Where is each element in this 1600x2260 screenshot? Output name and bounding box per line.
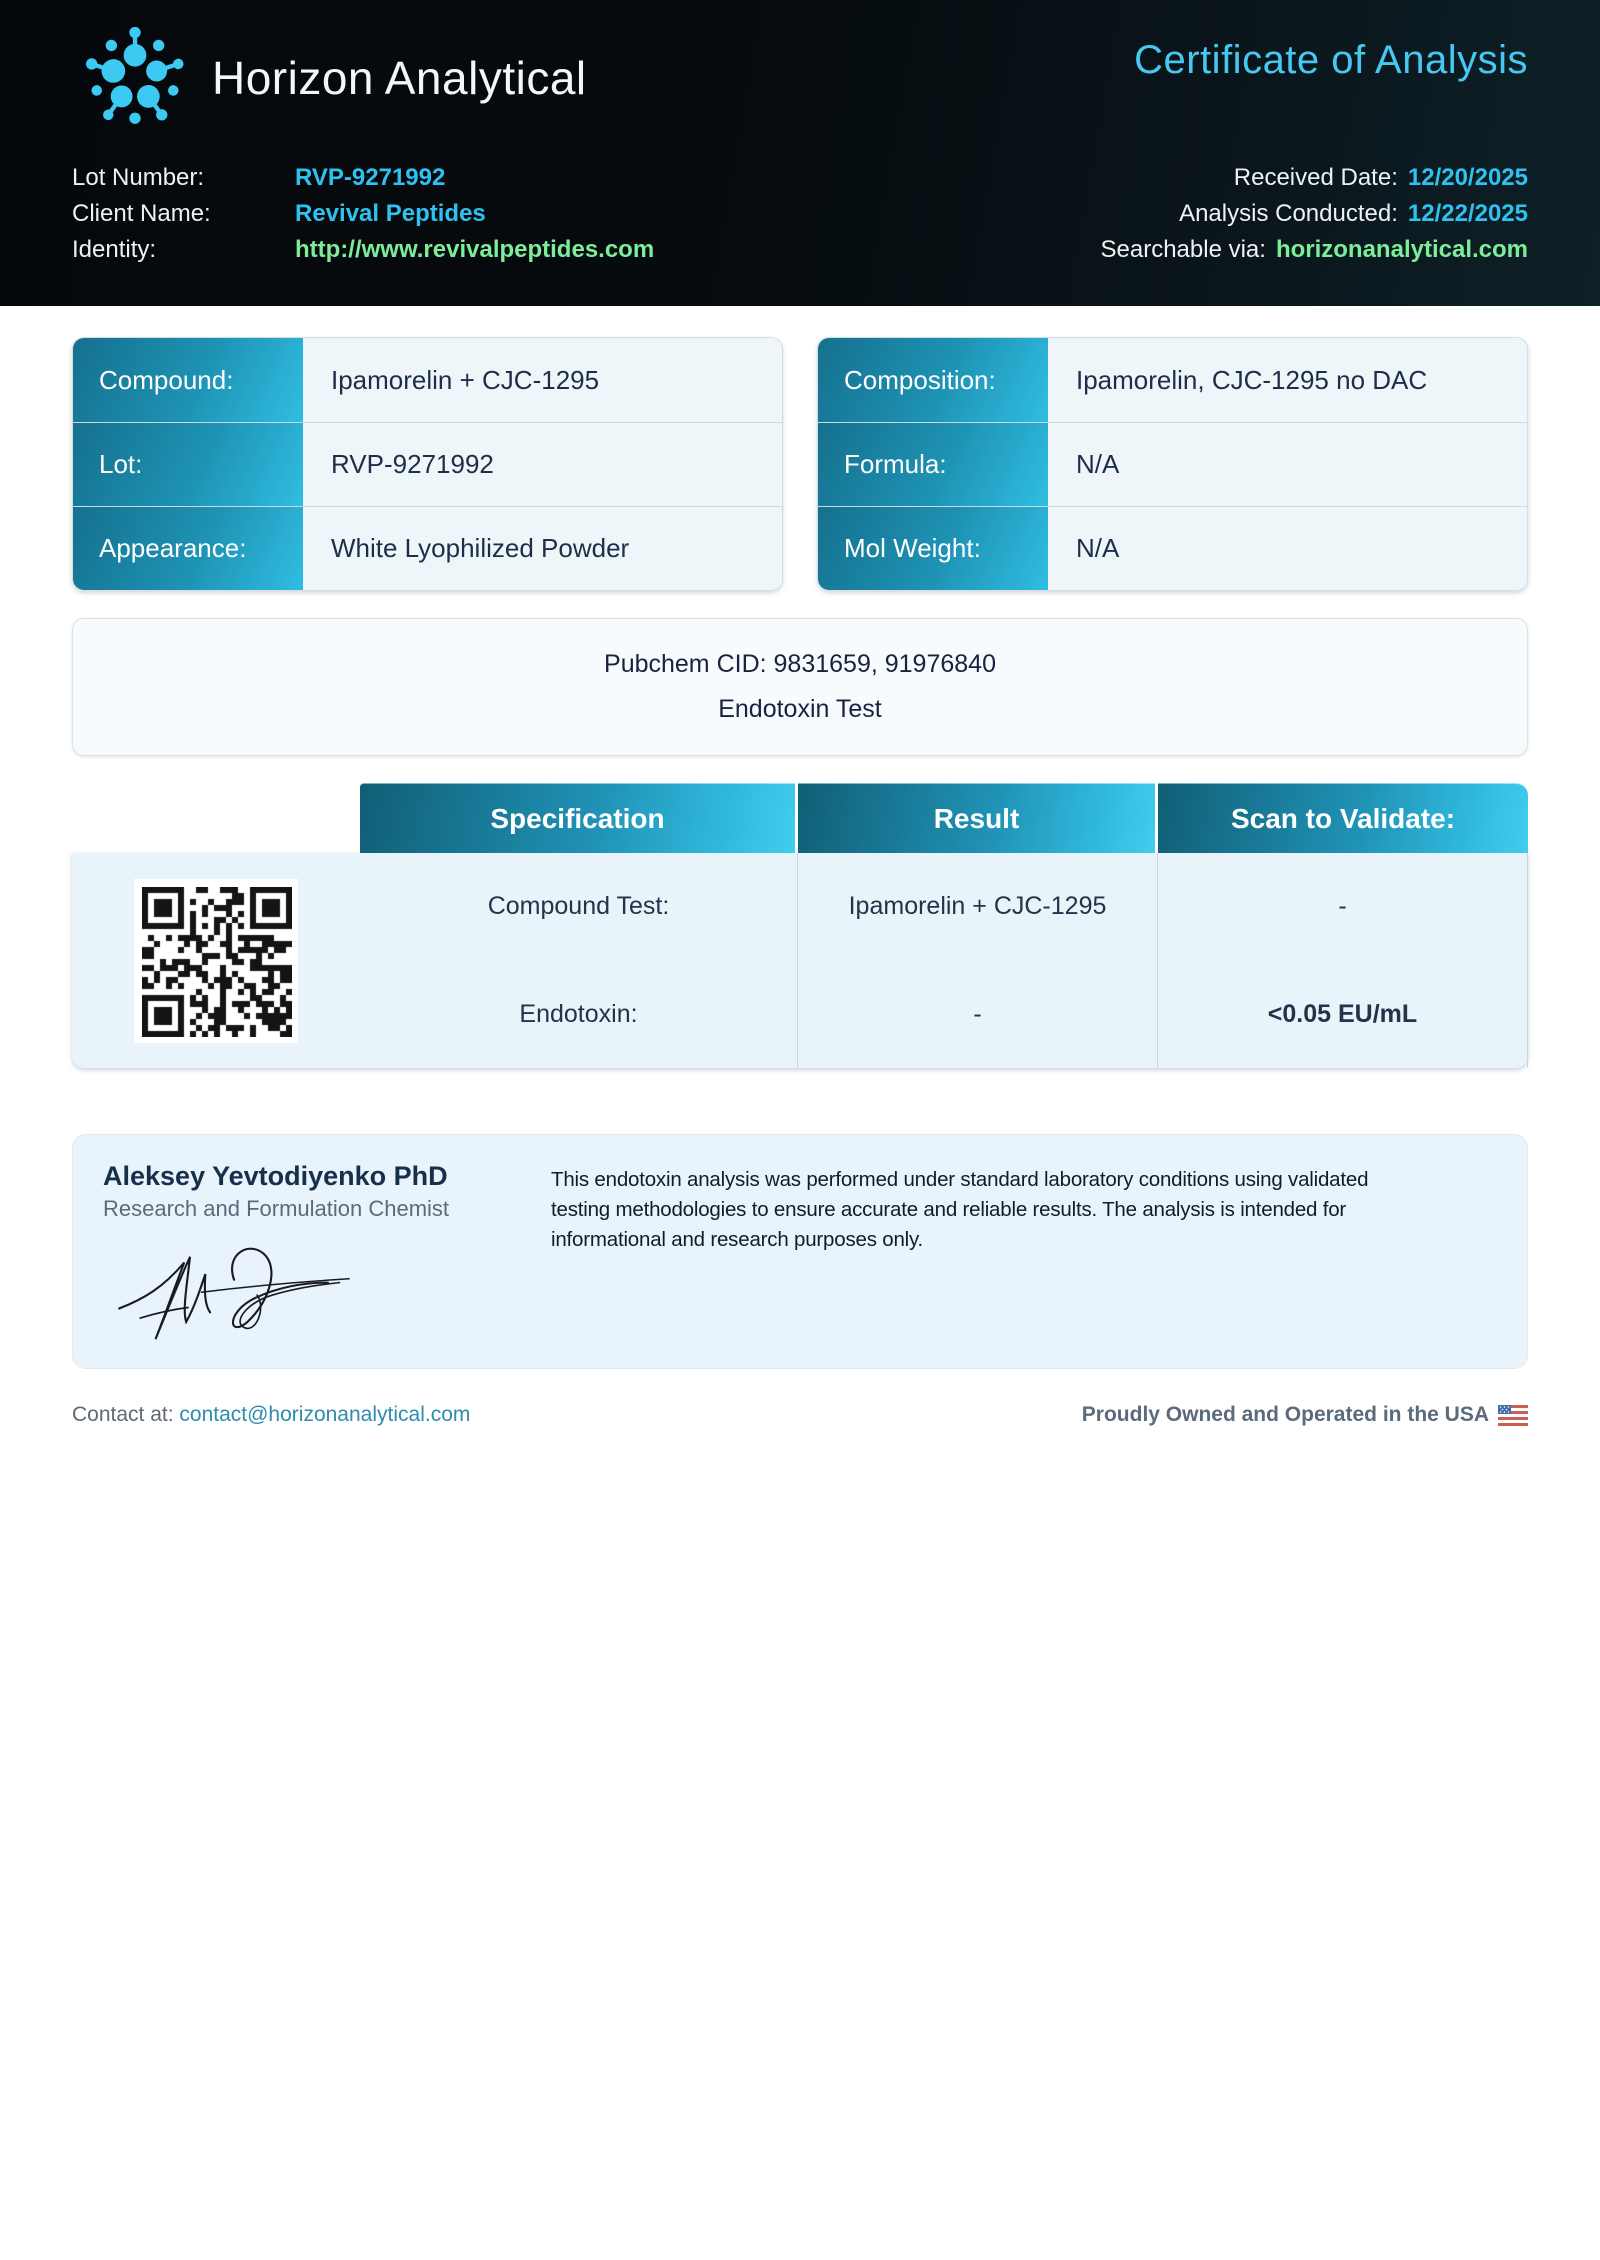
lot-number-value: RVP-9271992: [295, 164, 446, 191]
mol-weight-value: N/A: [1048, 507, 1527, 590]
mol-weight-label: Mol Weight:: [818, 507, 1048, 590]
main-content: [0, 337, 1600, 1369]
scan-to-validate-column-header: Scan to Validate:: [1158, 783, 1528, 853]
qr-cell: [72, 853, 360, 1068]
compound-info-table: [72, 337, 783, 591]
compound-value: Ipamorelin + CJC-1295: [303, 338, 782, 422]
lot-value: RVP-9271992: [303, 423, 782, 506]
table-row: [818, 506, 1527, 590]
composition-info-table: [817, 337, 1528, 591]
lot-label: Lot:: [73, 423, 303, 506]
analysis-conducted-label: Analysis Conducted:: [1179, 200, 1398, 227]
footer: [0, 1403, 1600, 1427]
endotoxin-specification: -: [798, 960, 1158, 1068]
signature-card: [72, 1134, 1528, 1369]
analysis-conducted-value: 12/22/2025: [1407, 200, 1528, 227]
identity-url-link[interactable]: http://www.revivalpeptides.com: [295, 236, 655, 263]
chemist-name: Aleksey Yevtodiyenko PhD: [103, 1161, 448, 1191]
endotoxin-test-text: Endotoxin Test: [718, 695, 882, 723]
result-column-header: Result: [798, 783, 1158, 853]
client-name-label: Client Name:: [72, 200, 211, 227]
compound-test-specification: Ipamorelin + CJC-1295: [798, 853, 1158, 960]
compound-label: Compound:: [73, 338, 303, 422]
table-row: [818, 422, 1527, 506]
appearance-value: White Lyophilized Powder: [303, 507, 782, 590]
contact-email-link[interactable]: contact@horizonanalytical.com: [179, 1403, 471, 1426]
client-name-value: Revival Peptides: [295, 200, 486, 227]
received-date-label: Received Date:: [1233, 164, 1398, 191]
compound-test-label: Compound Test:: [360, 853, 798, 960]
received-date-value: 12/20/2025: [1407, 164, 1528, 191]
formula-label: Formula:: [818, 423, 1048, 506]
spec-table-body: [72, 853, 1528, 1068]
appearance-label: Appearance:: [73, 507, 303, 590]
spec-table-header: [72, 783, 1528, 853]
table-row: [818, 338, 1527, 422]
qr-code: [134, 879, 298, 1043]
specification-column-header: Specification: [360, 783, 798, 853]
brand: [72, 15, 587, 141]
table-row: [73, 506, 782, 590]
table-row: [73, 338, 782, 422]
composition-value: Ipamorelin, CJC-1295 no DAC: [1048, 338, 1527, 422]
header-fields-right: [1101, 160, 1529, 268]
spec-header-spacer: [72, 783, 360, 853]
identity-label: Identity:: [72, 236, 157, 263]
pubchem-cid-text: Pubchem CID: 9831659, 91976840: [604, 650, 996, 678]
searchable-via-link[interactable]: horizonanalytical.com: [1275, 236, 1528, 263]
endotoxin-result: <0.05 EU/mL: [1158, 960, 1528, 1068]
molecule-logo-icon: [72, 15, 198, 141]
formula-value: N/A: [1048, 423, 1527, 506]
header-fields-left: [72, 160, 654, 268]
header: [0, 0, 1600, 306]
ownership-statement: [1082, 1403, 1528, 1427]
contact-line: [72, 1403, 470, 1427]
pubchem-box: [72, 618, 1528, 756]
searchable-via-label: Searchable via:: [1100, 236, 1266, 263]
table-row: [73, 422, 782, 506]
compound-test-result: -: [1158, 853, 1528, 960]
lot-number-label: Lot Number:: [72, 164, 205, 191]
composition-label: Composition:: [818, 338, 1048, 422]
signature-script: [111, 1228, 361, 1343]
page-title: Certificate of Analysis: [1134, 37, 1528, 82]
endotoxin-label: Endotoxin:: [360, 960, 798, 1068]
chemist-title: Research and Formulation Chemist: [103, 1196, 450, 1221]
usa-flag-icon: [1498, 1405, 1528, 1426]
ownership-text: Proudly Owned and Operated in the USA: [1081, 1403, 1489, 1426]
brand-name: Horizon Analytical: [212, 52, 587, 104]
contact-label: Contact at:: [72, 1403, 174, 1426]
disclaimer-text: This endotoxin analysis was performed under standard laboratory conditions using validated testing methodologies to ensure accurate and reliable results. The analysis is intended for informational and research purposes only.: [551, 1168, 1369, 1251]
